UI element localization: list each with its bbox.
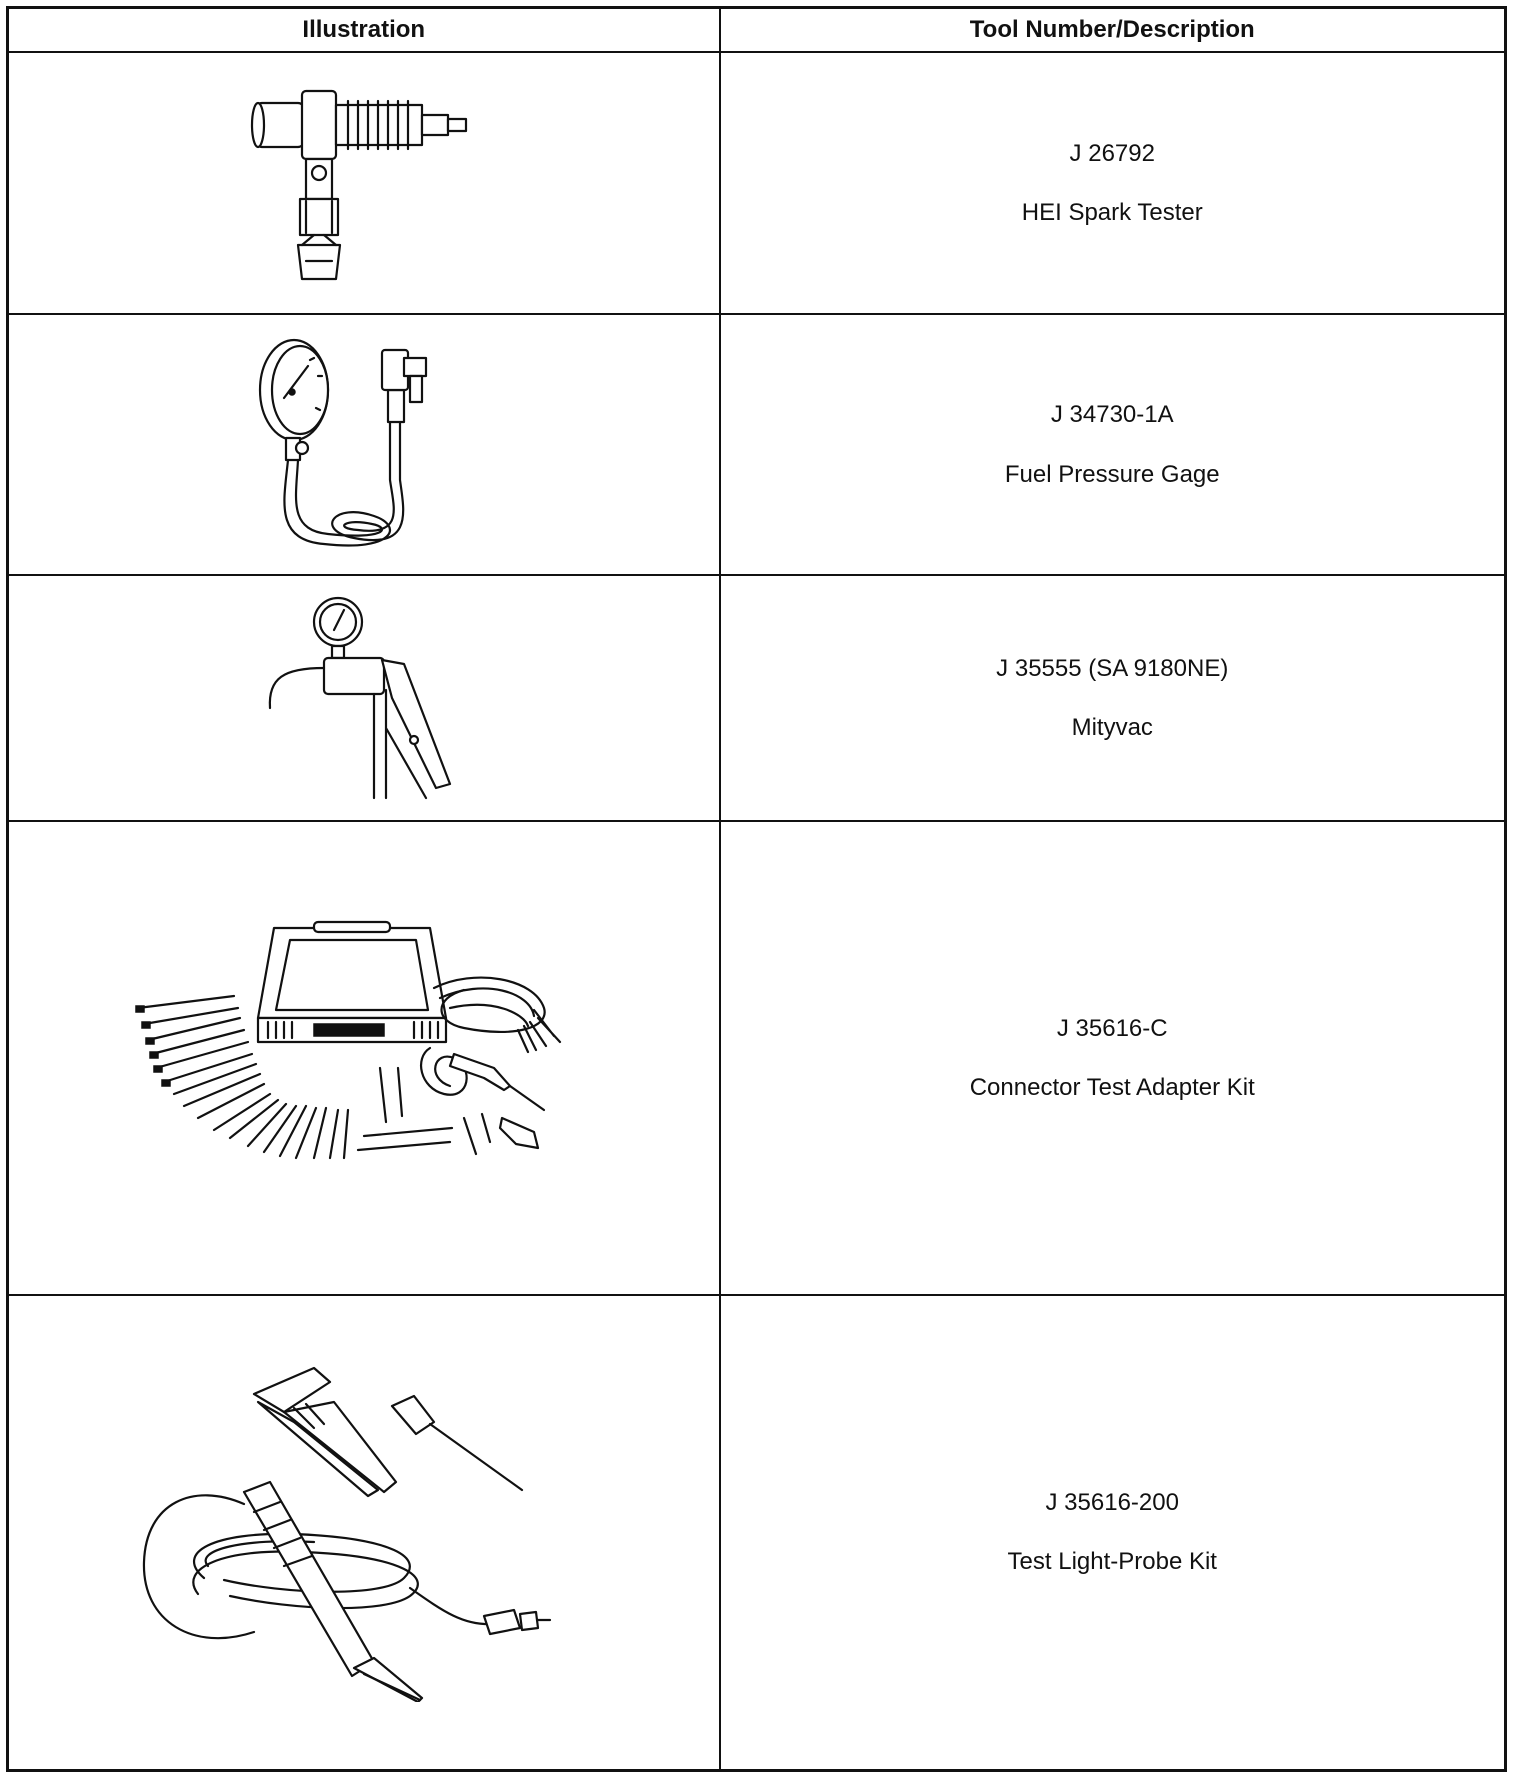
tool-name: Connector Test Adapter Kit: [969, 1074, 1255, 1101]
tool-number: J 35616-C: [1056, 1014, 1168, 1042]
table-row: [8, 1295, 1506, 1770]
illustration-cell: [8, 575, 720, 821]
header-row: [8, 8, 1506, 53]
tool-name: Mityvac: [1071, 714, 1153, 741]
description-cell: [720, 52, 1506, 314]
test-light-probe-kit-illustration: [134, 1362, 594, 1702]
mityvac-illustration: [254, 588, 474, 808]
tool-name: HEI Spark Tester: [1021, 199, 1203, 226]
connector-test-adapter-kit-illustration: [134, 918, 594, 1198]
tool-name: Fuel Pressure Gage: [1004, 460, 1220, 488]
illustration-cell: [8, 1295, 720, 1770]
table-row: [8, 821, 1506, 1295]
table-row: [8, 52, 1506, 314]
description-cell: [720, 575, 1506, 821]
header-tool-number-description: Tool Number/Description: [720, 8, 1506, 53]
table-row: [8, 575, 1506, 821]
tool-name: Test Light-Probe Kit: [1007, 1548, 1217, 1576]
tool-number: J 26792: [1069, 139, 1155, 167]
description-cell: [720, 821, 1506, 1295]
illustration-cell: [8, 821, 720, 1295]
tool-number: J 35616-200: [1045, 1489, 1179, 1517]
illustration-cell: [8, 52, 720, 314]
spark-tester-illustration: [244, 83, 484, 283]
description-cell: [720, 1295, 1506, 1770]
tool-number: J 34730-1A: [1050, 401, 1174, 429]
description-cell: [720, 314, 1506, 575]
fuel-pressure-gage-illustration: [254, 330, 474, 560]
table-row: [8, 314, 1506, 575]
special-tools-table: [6, 6, 1507, 1772]
illustration-cell: [8, 314, 720, 575]
header-illustration: Illustration: [8, 8, 720, 53]
tool-number: J 35555 (SA 9180NE): [996, 654, 1229, 682]
